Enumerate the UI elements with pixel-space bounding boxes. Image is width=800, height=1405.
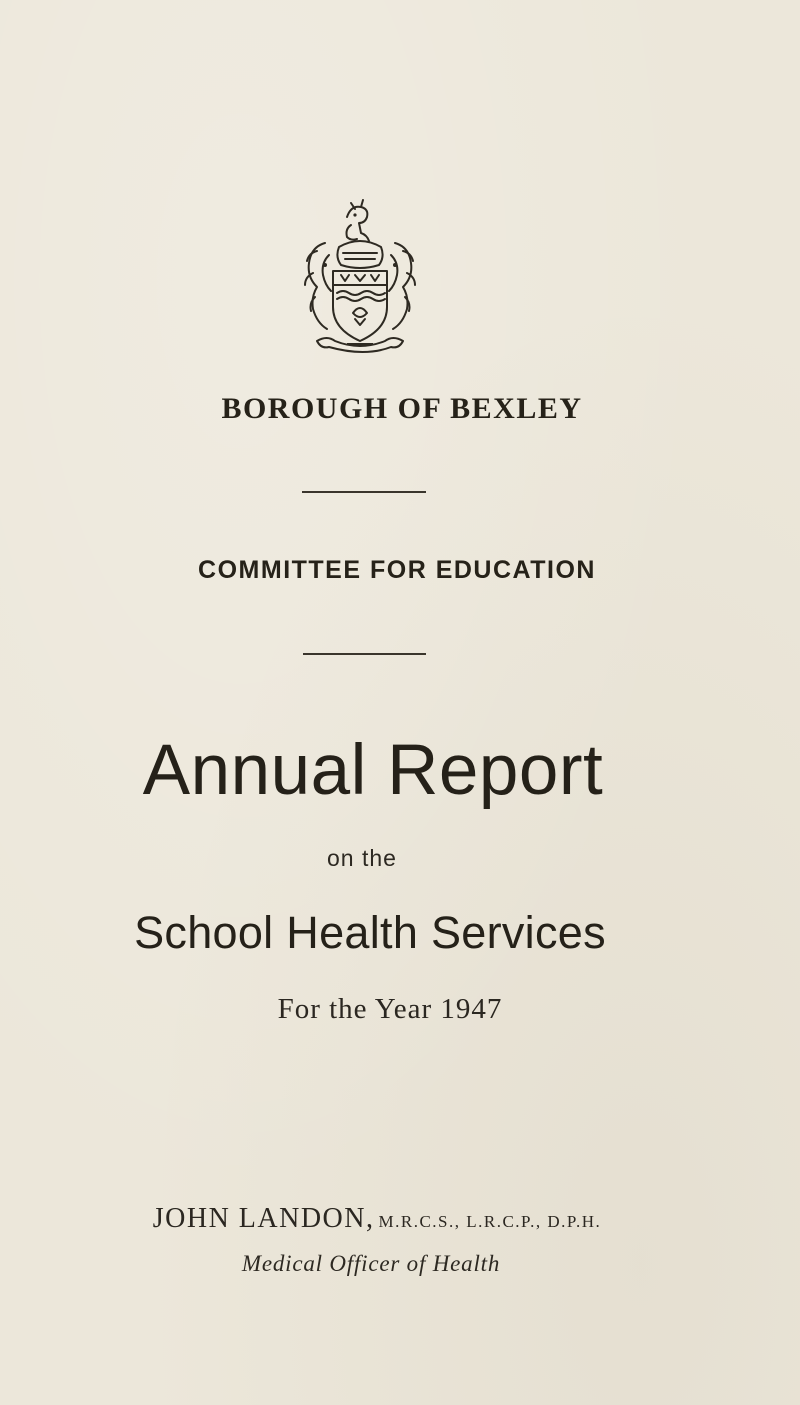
author-line xyxy=(0,1203,777,1235)
author-position: Medical Officer of Health xyxy=(241,1251,501,1276)
title-connector: on the xyxy=(327,845,397,871)
author-qualifications: M.R.C.S., L.R.C.P., D.P.H. xyxy=(378,1212,602,1231)
divider-rule xyxy=(302,491,426,493)
report-subject: School Health Services xyxy=(134,907,606,958)
report-period: For the Year 1947 xyxy=(277,993,503,1025)
author-name: JOHN LANDON, xyxy=(152,1203,375,1234)
committee-name: COMMITTEE FOR EDUCATION xyxy=(198,556,596,584)
report-title: Annual Report xyxy=(142,731,604,810)
divider-rule xyxy=(303,653,426,655)
borough-name: BOROUGH OF BEXLEY xyxy=(221,392,583,425)
borough-coat-of-arms-icon xyxy=(295,195,425,360)
